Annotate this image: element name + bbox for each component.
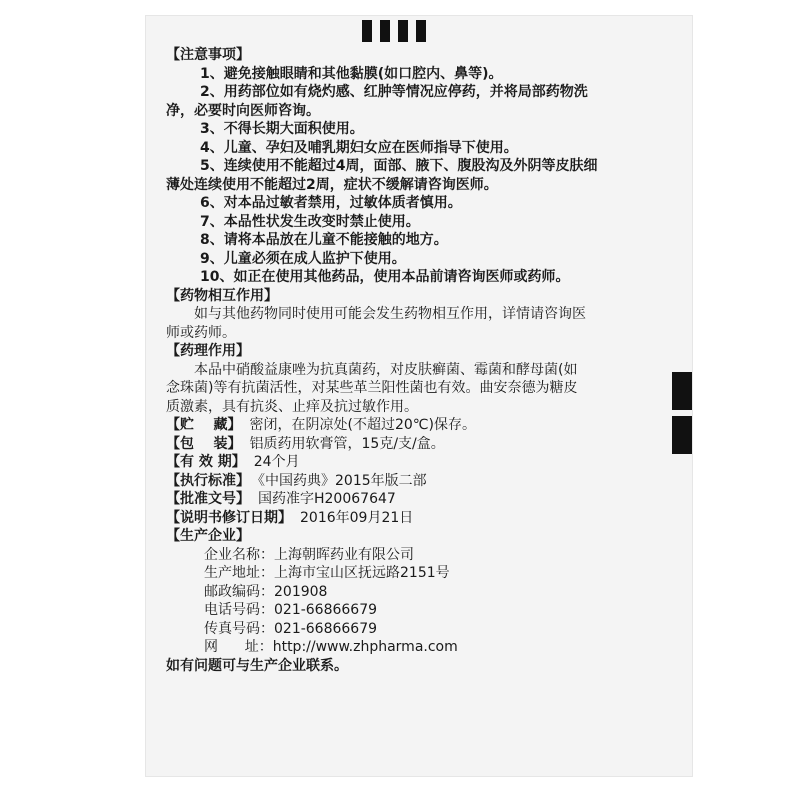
precaution-2-cont: 净，必要时向医师咨询。 xyxy=(166,102,320,119)
manufacturer-website: 网 址：http://www.zhpharma.com xyxy=(204,639,458,655)
manufacturer-postcode: 邮政编码：201908 xyxy=(204,583,328,600)
pharmacology-line-1: 本品中硝酸益康唑为抗真菌药，对皮肤癣菌、霉菌和酵母菌(如 xyxy=(194,361,578,378)
pharmacology-line-2: 念珠菌)等有抗菌活性，对某些革兰阳性菌也有效。曲安奈德为糖皮 xyxy=(166,380,578,396)
precaution-3: 3、不得长期大面积使用。 xyxy=(200,121,364,137)
manufacturer-name: 企业名称：上海朝晖药业有限公司 xyxy=(204,546,414,563)
pharmacology-heading: 【药理作用】 xyxy=(166,343,250,359)
package-value: 铝质药用软膏管，15克/支/盒。 xyxy=(249,435,445,452)
package-row xyxy=(166,435,678,454)
validity-label: 【有 效 期】 xyxy=(166,454,246,470)
package-label: 【包 装】 xyxy=(166,435,242,452)
leaflet-text xyxy=(166,46,678,675)
manufacturer-heading: 【生产企业】 xyxy=(166,528,250,544)
precaution-10: 10、如正在使用其他药品，使用本品前请咨询医师或药师。 xyxy=(200,269,570,285)
revision-value: 2016年09月21日 xyxy=(300,509,414,526)
precaution-9: 9、儿童必须在成人监护下使用。 xyxy=(200,250,406,267)
precaution-7: 7、本品性状发生改变时禁止使用。 xyxy=(200,213,420,230)
precaution-4: 4、儿童、孕妇及哺乳期妇女应在医师指导下使用。 xyxy=(200,139,518,156)
precaution-5-cont: 薄处连续使用不能超过2周，症状不缓解请咨询医师。 xyxy=(166,176,498,193)
manufacturer-fax: 传真号码：021-66866679 xyxy=(204,620,378,637)
interactions-line-1: 如与其他药物同时使用可能会发生药物相互作用，详情请咨询医 xyxy=(194,306,586,322)
storage-value: 密闭，在阴凉处(不超过20℃)保存。 xyxy=(249,417,476,433)
validity-value: 24个月 xyxy=(253,454,300,470)
precaution-2: 2、用药部位如有烧灼感、红肿等情况应停药，并将局部药物洗 xyxy=(200,84,588,100)
interactions-line-2: 师或药师。 xyxy=(166,324,236,341)
manufacturer-address: 生产地址：上海市宝山区抚远路2151号 xyxy=(204,565,450,581)
storage-label: 【贮 藏】 xyxy=(166,417,242,433)
validity-row xyxy=(166,453,678,472)
approval-row xyxy=(166,490,678,509)
precaution-1: 1、避免接触眼睛和其他黏膜(如口腔内、鼻等)。 xyxy=(200,65,503,82)
manufacturer-phone: 电话号码：021-66866679 xyxy=(204,602,378,618)
approval-label: 【批准文号】 xyxy=(166,491,250,507)
precautions-heading: 【注意事项】 xyxy=(166,47,250,63)
interactions-heading: 【药物相互作用】 xyxy=(166,287,278,304)
standard-value: 《中国药典》2015年版二部 xyxy=(258,472,427,489)
revision-label: 【说明书修订日期】 xyxy=(166,509,292,526)
standard-label: 【执行标准】 xyxy=(166,472,250,489)
precaution-6: 6、对本品过敏者禁用，过敏体质者慎用。 xyxy=(200,195,462,211)
approval-value: 国药准字H20067647 xyxy=(258,491,396,507)
footer-note: 如有问题可与生产企业联系。 xyxy=(166,657,348,674)
precaution-5: 5、连续使用不能超过4周，面部、腋下、腹股沟及外阴等皮肤细 xyxy=(200,158,598,174)
standard-row xyxy=(166,472,678,491)
storage-row xyxy=(166,416,678,435)
revision-row xyxy=(166,509,678,528)
print-registration-marks xyxy=(362,20,426,42)
pharmacology-line-3: 质激素，具有抗炎、止痒及抗过敏作用。 xyxy=(166,398,418,415)
precaution-8: 8、请将本品放在儿童不能接触的地方。 xyxy=(200,232,448,248)
